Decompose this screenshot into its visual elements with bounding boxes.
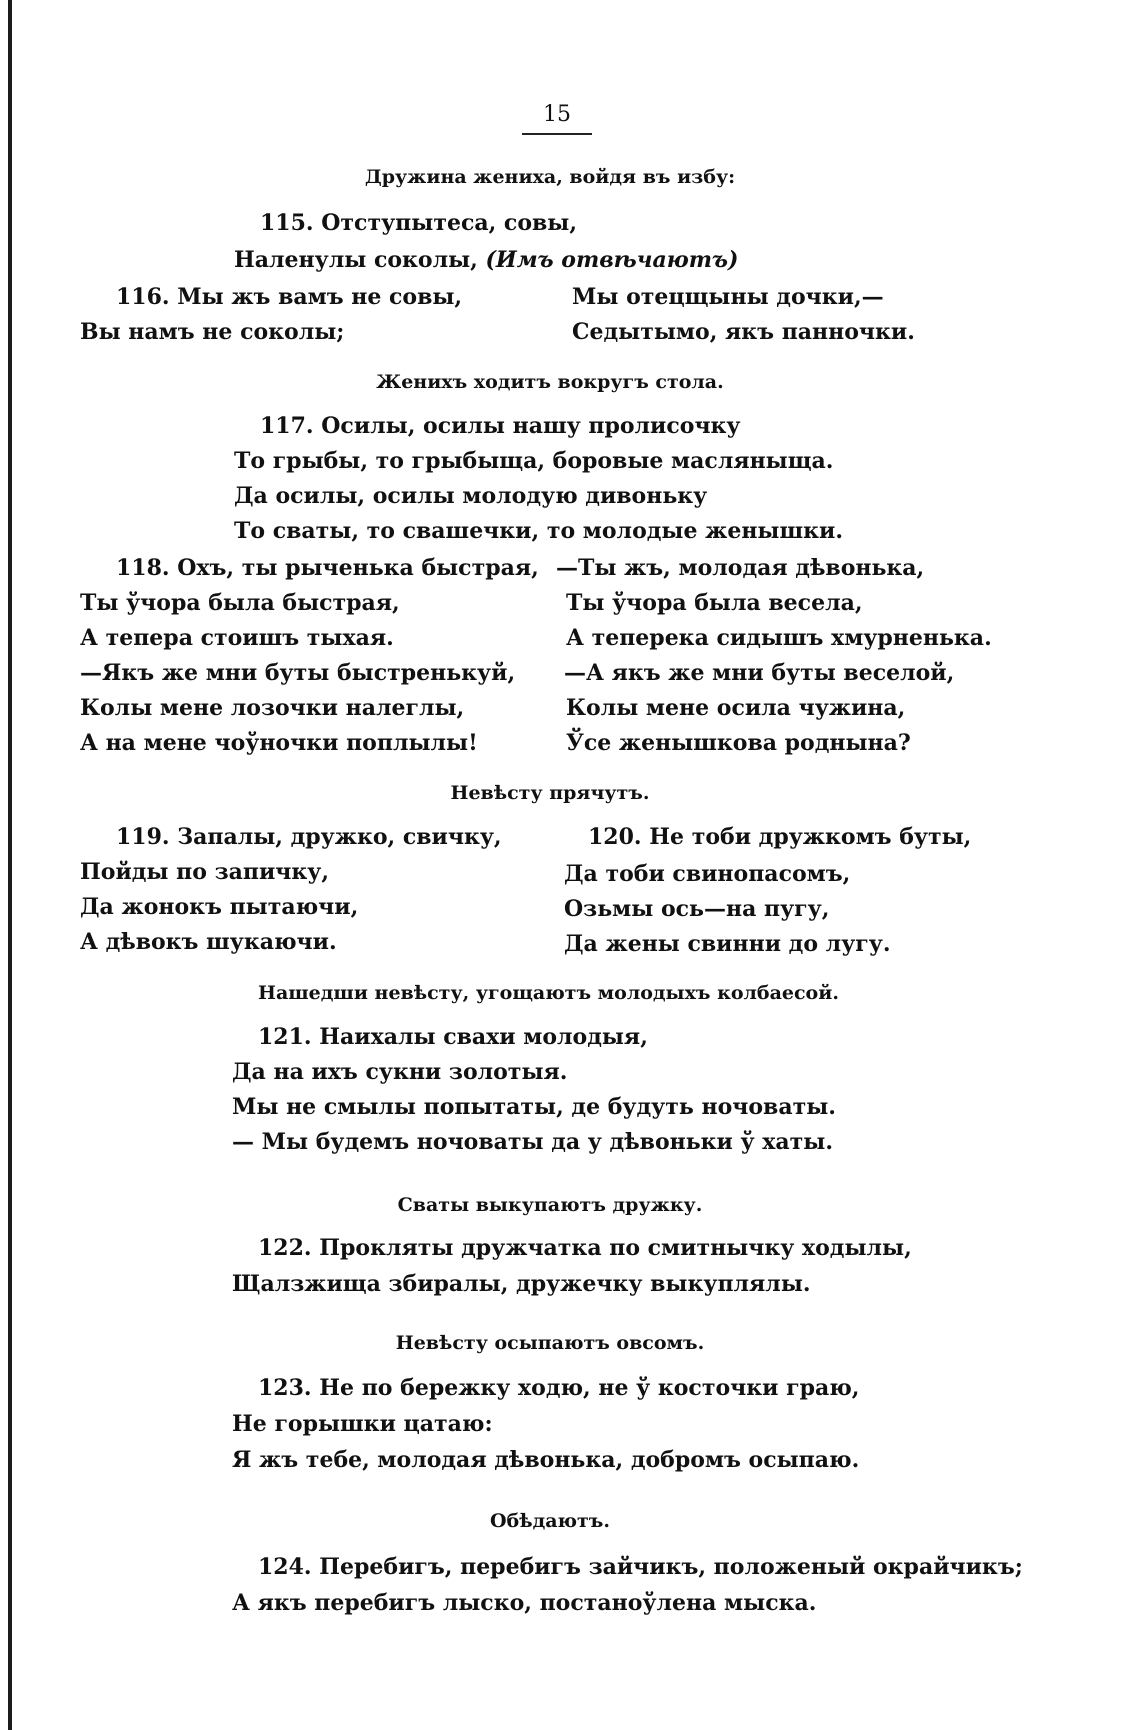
verse-number: 116.: [116, 284, 170, 310]
verse-120-line-1: 120. Не тоби дружкомъ буты,: [588, 824, 972, 850]
page-number-rule: [522, 133, 592, 135]
verse-117-line-1: 117. Осилы, осилы нашу пролисочку: [260, 413, 741, 439]
verse-118-right-3: А теперека сидышъ хмурненька.: [566, 625, 992, 651]
verse-121-line-1: 121. Наихалы свахи молодыя,: [258, 1024, 648, 1050]
verse-118-right-5: Колы мене осила чужина,: [566, 695, 906, 721]
verse-number: 121.: [258, 1024, 312, 1050]
verse-123-line-2: Не горышки цатаю:: [232, 1411, 493, 1437]
verse-118-left-5: Колы мене лозочки налеглы,: [80, 695, 465, 721]
verse-121-line-4: — Мы будемъ ночоваты да у дѣвоньки ў хаты.: [232, 1129, 833, 1155]
verse-number: 115.: [260, 210, 314, 236]
verse-116-left-1: 116. Мы жъ вамъ не совы,: [116, 284, 463, 310]
verse-121-line-3: Мы не смылы попытаты, де будуть ночоваты.: [232, 1094, 836, 1120]
verse-120-line-3: Озьмы ось—на пугу,: [564, 896, 830, 922]
verse-number: 120.: [588, 824, 642, 850]
verse-116-right-1: Мы отецщыны дочки,—: [572, 284, 884, 310]
verse-119-line-1: 119. Запалы, дружко, свичку,: [116, 824, 502, 850]
verse-117-line-2: То грыбы, то грыбыща, боровые масляныща.: [234, 448, 834, 474]
stage-direction-2: Женихъ ходитъ вокругъ стола.: [376, 371, 724, 393]
stage-direction-4: Нашедши невѣсту, угощаютъ молодыхъ колбаесой.: [258, 982, 839, 1004]
verse-number: 117.: [260, 413, 314, 439]
verse-115-line-1: 115. Отступытеса, совы,: [260, 210, 577, 236]
verse-116-right-2: Седытымо, якъ панночки.: [572, 319, 915, 345]
verse-118-right-2: Ты ўчора была весела,: [566, 590, 863, 616]
stage-direction-7: Обѣдаютъ.: [489, 1510, 610, 1532]
verse-120-line-2: Да тоби свинопасомъ,: [564, 861, 851, 887]
verse-120-line-4: Да жены свинни до лугу.: [564, 931, 891, 957]
verse-124-line-1: 124. Перебигъ, перебигъ зайчикъ, положеный окрайчикъ;: [258, 1554, 1023, 1580]
stage-direction-3: Невѣсту прячутъ.: [450, 782, 650, 804]
verse-115-line-2: Наленулы соколы, (Имъ отвѣчаютъ): [234, 247, 739, 273]
verse-118-right-4: —А якъ же мни буты веселой,: [564, 660, 955, 686]
stage-direction-6: Невѣсту осыпаютъ овсомъ.: [395, 1332, 705, 1354]
verse-124-line-2: А якъ перебигъ лыско, постаноўлена мыска.: [232, 1590, 817, 1616]
verse-122-line-2: Щалзжища збиралы, дружечку выкуплялы.: [232, 1271, 811, 1297]
verse-119-line-2: Пойды по запичку,: [80, 859, 330, 885]
verse-117-line-3: Да осилы, осилы молодую дивоньку: [234, 483, 708, 509]
verse-number: 122.: [258, 1235, 312, 1261]
verse-121-line-2: Да на ихъ сукни золотыя.: [232, 1059, 568, 1085]
verse-122-line-1: 122. Прокляты дружчатка по смитнычку ходылы,: [258, 1235, 912, 1261]
verse-116-left-2: Вы намъ не соколы;: [80, 319, 345, 345]
verse-118-left-4: —Якъ же мни буты быстренькуй,: [80, 660, 516, 686]
page-number: 15: [543, 102, 571, 127]
verse-118-right-6: Ўсе женышкова роднына?: [566, 730, 911, 756]
verse-number: 124.: [258, 1554, 312, 1580]
verse-118-left-6: А на мене чоўночки поплылы!: [80, 730, 478, 756]
verse-number: 119.: [116, 824, 170, 850]
verse-119-line-4: А дѣвокъ шукаючи.: [80, 929, 337, 955]
verse-123-line-3: Я жъ тебе, молодая дѣвонька, добромъ осыпаю.: [232, 1447, 860, 1473]
verse-118-left-3: А тепера стоишъ тыхая.: [80, 625, 394, 651]
stage-direction-1: Дружина жениха, войдя въ избу:: [364, 166, 736, 188]
verse-115-note: (Имъ отвѣчаютъ): [485, 247, 739, 273]
verse-number: 118.: [116, 555, 170, 581]
verse-123-line-1: 123. Не по бережку ходю, не ў косточки граю,: [258, 1375, 860, 1401]
verse-number: 123.: [258, 1375, 312, 1401]
verse-118-right-1: —Ты жъ, молодая дѣвонька,: [556, 555, 925, 581]
verse-119-line-3: Да жонокъ пытаючи,: [80, 894, 359, 920]
verse-117-line-4: То сваты, то свашечки, то молодые женышки.: [234, 518, 843, 544]
stage-direction-5: Сваты выкупаютъ дружку.: [397, 1194, 703, 1216]
verse-118-left-1: 118. Охъ, ты рыченька быстрая,: [116, 555, 539, 581]
verse-118-left-2: Ты ўчора была быстрая,: [80, 590, 400, 616]
